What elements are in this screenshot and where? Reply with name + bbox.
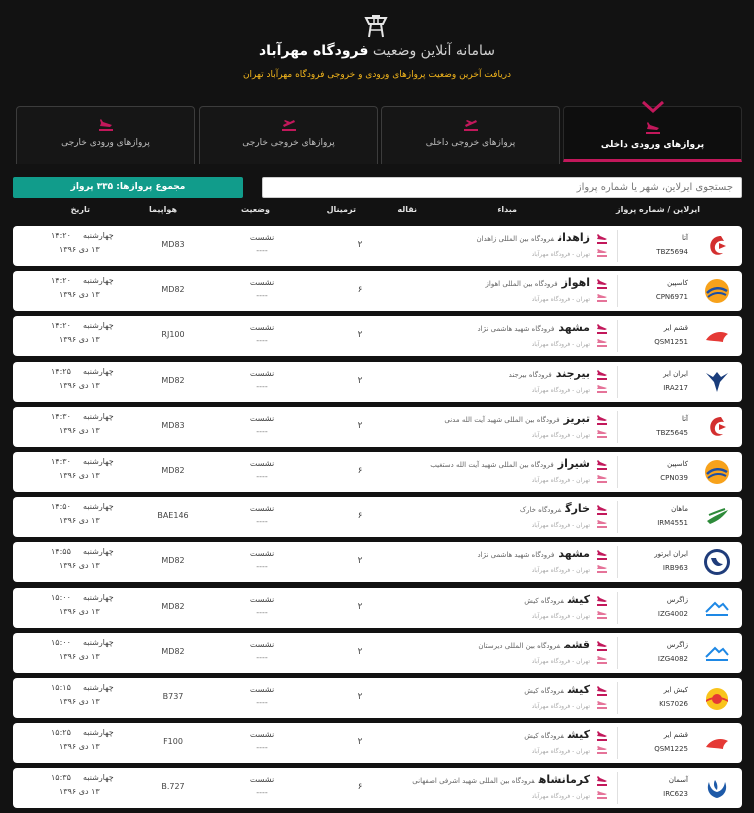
flight-time: ۱۴:۵۵	[51, 547, 71, 557]
flight-number: TBZ5645	[656, 428, 688, 437]
flight-number: IRA217	[663, 383, 688, 392]
arrival-plane-icon	[596, 415, 608, 425]
table-row[interactable]	[13, 497, 742, 537]
total-flights-badge: مجموع پروازها: ۳۳۵ پرواز	[13, 177, 243, 198]
terminal: ۶	[357, 285, 363, 296]
origin-city	[524, 728, 590, 741]
flight-number: IZG4082	[657, 654, 688, 663]
flight-day: چهارشنبه	[83, 637, 114, 647]
origin-airport: فرودگاه بین المللی شهید اشرفی اصفهانی	[412, 777, 535, 786]
flight-type-tabs	[16, 106, 742, 162]
tab-domestic-departures[interactable]	[381, 106, 560, 164]
flight-number: KIS7026	[659, 700, 688, 708]
origin-city	[478, 638, 590, 651]
column-header-date: تاریخ	[70, 205, 90, 214]
column-header-via: نقاله	[397, 205, 417, 214]
flight-number: IRB963	[662, 564, 688, 573]
flight-day: چهارشنبه	[83, 683, 114, 692]
terminal: ۲	[357, 375, 363, 386]
caspian-icon	[703, 277, 731, 305]
control-tower-icon	[362, 14, 390, 38]
aseman-icon	[703, 774, 731, 802]
airline-name: قشم ایر	[663, 324, 688, 333]
column-header-origin: مبداء	[497, 205, 517, 214]
flight-time: ۱۴:۳۰	[51, 411, 71, 421]
table-row[interactable]	[13, 362, 742, 402]
status-badge: نشست	[249, 233, 275, 242]
flight-date: ۱۳ دی ۱۳۹۶	[59, 742, 100, 752]
flight-time: ۱۵:۱۵	[51, 683, 71, 692]
iran-air-icon	[703, 368, 731, 396]
origin-city	[478, 321, 590, 334]
flight-time: ۱۴:۲۰	[51, 276, 71, 286]
divider	[617, 320, 618, 352]
origin-airport: فرودگاه کیش	[524, 732, 564, 741]
terminal: ۲	[357, 646, 363, 657]
origin-plane-icon	[596, 249, 608, 257]
search-input[interactable]	[262, 177, 742, 198]
status-badge: نشست	[249, 549, 275, 559]
iran-airtour-icon	[703, 548, 731, 576]
table-row[interactable]	[13, 271, 742, 311]
zagros-icon	[703, 639, 731, 667]
terminal: ۲	[357, 330, 363, 341]
arrival-plane-icon	[596, 776, 608, 786]
airline-name: ایران ایرتور	[654, 550, 688, 559]
origin-airport: فرودگاه بین المللی اهواز	[485, 280, 558, 289]
airline-name: کاسپین	[667, 460, 688, 468]
divider	[617, 456, 618, 488]
flight-number: IRM4551	[657, 519, 688, 528]
origin-city-name: کیش	[567, 683, 590, 696]
origin-city-name: بیرجند	[555, 366, 590, 380]
flight-number: CPN6971	[655, 293, 688, 302]
arrival-plane-icon	[596, 234, 608, 244]
origin-plane-icon	[596, 475, 608, 483]
aircraft-type: MD82	[161, 646, 185, 656]
tab-label: پروازهای ورودی داخلی	[600, 140, 705, 150]
departure-plane-icon	[463, 119, 479, 131]
status-note: ----	[256, 291, 268, 301]
airline-name: زاگرس	[666, 595, 688, 604]
chevron-down-icon	[640, 99, 666, 115]
table-row[interactable]	[13, 452, 742, 492]
table-row[interactable]	[13, 226, 742, 266]
aircraft-type: B.727	[161, 782, 185, 792]
status-badge: نشست	[249, 685, 275, 694]
origin-city	[524, 593, 590, 606]
origin-airport: فرودگاه کیش	[524, 596, 564, 605]
origin-plane-icon	[596, 656, 608, 664]
origin-city-name: کیش	[567, 728, 590, 742]
status-badge: نشست	[249, 730, 275, 740]
flight-day: چهارشنبه	[83, 276, 114, 286]
qeshm-air-icon	[703, 322, 731, 350]
page-header	[0, 0, 754, 100]
destination-airport: تهران - فرودگاه مهرآباد	[531, 341, 590, 349]
divider	[617, 592, 618, 624]
origin-airport: فرودگاه شهید هاشمی نژاد	[477, 551, 555, 560]
destination-airport: تهران - فرودگاه مهرآباد	[531, 703, 590, 710]
kish-air-icon	[703, 684, 731, 712]
column-header-terminal: ترمینال	[326, 205, 356, 214]
divider	[617, 411, 618, 443]
terminal: ۲	[357, 420, 363, 431]
aircraft-type: RJ100	[161, 330, 185, 340]
airline-name: زاگرس	[666, 640, 688, 649]
page-subtitle: دریافت آخرین وضعیت پروازهای ورودی و خروجی فرودگاه مهرآباد تهران	[242, 70, 512, 80]
ata-icon	[703, 232, 731, 260]
flight-day: چهارشنبه	[83, 592, 114, 602]
flight-day: چهارشنبه	[83, 547, 114, 557]
status-note: ----	[256, 607, 268, 617]
destination-airport: تهران - فرودگاه مهرآباد	[531, 657, 590, 665]
status-note: ----	[256, 698, 268, 707]
destination-airport: تهران - فرودگاه مهرآباد	[531, 386, 590, 394]
aircraft-type: BAE146	[157, 511, 189, 521]
flight-time: ۱۵:۳۵	[51, 773, 71, 783]
arrival-plane-icon	[596, 596, 608, 606]
table-row[interactable]	[13, 588, 742, 628]
aircraft-type: MD83	[161, 420, 185, 430]
airline-name: قشم ایر	[663, 731, 688, 740]
table-row[interactable]	[13, 542, 742, 582]
arrival-plane-icon	[596, 686, 608, 696]
flight-time: ۱۵:۰۰	[51, 592, 71, 602]
origin-airport: فرودگاه بین المللی شهید آیت الله مدنی	[444, 415, 560, 424]
aircraft-type: MD82	[161, 601, 185, 611]
zagros-icon	[703, 594, 731, 622]
origin-plane-icon	[596, 430, 608, 438]
destination-airport: تهران - فرودگاه مهرآباد	[531, 522, 590, 530]
arrival-plane-icon	[596, 460, 608, 470]
table-header	[0, 205, 754, 221]
origin-plane-icon	[596, 385, 608, 393]
flight-date: ۱۳ دی ۱۳۹۶	[59, 516, 100, 526]
arrival-plane-icon	[596, 641, 608, 651]
flight-day: چهارشنبه	[83, 457, 114, 466]
destination-airport: تهران - فرودگاه مهرآباد	[531, 296, 590, 304]
origin-plane-icon	[596, 611, 608, 619]
destination-airport: تهران - فرودگاه مهرآباد	[531, 612, 590, 620]
divider	[617, 275, 618, 307]
origin-airport: فرودگاه شهید هاشمی نژاد	[477, 325, 555, 334]
flight-date: ۱۳ دی ۱۳۹۶	[59, 561, 100, 571]
flight-day: چهارشنبه	[83, 502, 114, 512]
origin-city	[520, 502, 590, 515]
flight-number: TBZ5694	[656, 248, 688, 256]
origin-airport: فرودگاه بیرجند	[508, 370, 552, 379]
destination-airport: تهران - فرودگاه مهرآباد	[531, 431, 590, 439]
arrival-plane-icon	[596, 370, 608, 380]
origin-plane-icon	[596, 701, 608, 709]
origin-plane-icon	[596, 294, 608, 302]
aircraft-type: B737	[162, 692, 184, 701]
origin-city-name: شیراز	[557, 457, 590, 470]
flight-day: چهارشنبه	[83, 321, 114, 331]
flight-day: چهارشنبه	[83, 773, 114, 783]
airline-name: آتا	[681, 414, 688, 423]
status-note: ----	[256, 562, 268, 572]
divider	[617, 727, 618, 759]
airline-name: آتا	[681, 234, 688, 242]
flight-date: ۱۳ دی ۱۳۹۶	[59, 425, 100, 435]
table-row[interactable]	[13, 633, 742, 673]
flight-date: ۱۳ دی ۱۳۹۶	[59, 606, 100, 616]
aircraft-type: MD82	[161, 375, 185, 385]
origin-city-name: کرمانشاه	[538, 773, 590, 787]
destination-airport: تهران - فرودگاه مهرآباد	[531, 793, 590, 801]
column-header-airline: ایرلاین / شماره پرواز	[615, 205, 700, 214]
arrival-plane-icon	[596, 731, 608, 741]
terminal: ۶	[357, 466, 363, 476]
status-note: ----	[256, 426, 268, 436]
page-title	[0, 43, 754, 59]
origin-plane-icon	[596, 520, 608, 528]
tab-international-arrivals[interactable]	[16, 106, 195, 164]
arrival-plane-icon	[645, 122, 661, 134]
status-badge: نشست	[249, 323, 275, 333]
destination-airport: تهران - فرودگاه مهرآباد	[531, 477, 590, 484]
aircraft-type: MD82	[161, 466, 185, 475]
arrival-plane-icon	[596, 279, 608, 289]
terminal: ۲	[357, 601, 363, 612]
departure-plane-icon	[281, 119, 297, 131]
terminal: ۶	[357, 511, 363, 522]
status-note: ----	[256, 472, 268, 481]
flight-number: QSM1251	[654, 338, 688, 347]
origin-city	[477, 231, 590, 244]
flight-time: ۱۵:۲۵	[51, 728, 71, 738]
origin-plane-icon	[596, 746, 608, 754]
origin-plane-icon	[596, 339, 608, 347]
status-note: ----	[256, 788, 268, 798]
status-badge: نشست	[249, 459, 275, 468]
aircraft-type: F100	[163, 737, 183, 747]
airline-name: کیش ایر	[663, 686, 688, 694]
airline-name: ماهان	[671, 505, 688, 514]
divider	[617, 682, 618, 714]
aircraft-type: MD82	[161, 556, 185, 566]
tab-label: پروازهای خروجی خارجی	[242, 138, 335, 148]
origin-city	[509, 367, 590, 380]
status-note: ----	[256, 517, 268, 527]
divider	[617, 546, 618, 578]
tab-domestic-arrivals[interactable]	[563, 106, 742, 162]
origin-city	[430, 457, 590, 470]
tab-label: پروازهای خروجی داخلی	[425, 138, 516, 148]
terminal: ۲	[357, 737, 363, 748]
page-title-text: سامانه آنلاین وضعیت	[372, 43, 495, 59]
origin-city-name: مشهد	[558, 321, 590, 335]
origin-city-name: کیش	[567, 592, 590, 606]
origin-city	[486, 276, 590, 289]
table-row[interactable]	[13, 407, 742, 447]
flight-date: ۱۳ دی ۱۳۹۶	[59, 245, 100, 254]
origin-city-name: خارگ	[565, 502, 590, 516]
mahan-icon	[703, 503, 731, 531]
flight-time: ۱۴:۲۵	[51, 366, 71, 376]
origin-city	[478, 547, 590, 560]
arrival-plane-icon	[596, 505, 608, 515]
flight-time: ۱۴:۲۰	[51, 231, 71, 240]
origin-airport: فرودگاه خارک	[519, 506, 562, 515]
airline-name: کاسپین	[667, 279, 688, 288]
destination-airport: تهران - فرودگاه مهرآباد	[531, 251, 590, 258]
status-badge: نشست	[249, 639, 275, 649]
status-note: ----	[256, 381, 268, 391]
flight-day: چهارشنبه	[83, 231, 114, 240]
status-note: ----	[256, 336, 268, 346]
origin-city	[444, 412, 590, 425]
status-badge: نشست	[249, 368, 275, 378]
flight-date: ۱۳ دی ۱۳۹۶	[59, 697, 100, 706]
origin-city	[412, 773, 590, 786]
flight-number: QSM1225	[654, 745, 688, 754]
divider	[617, 366, 618, 398]
flight-number: IZG4002	[657, 609, 688, 618]
destination-airport: تهران - فرودگاه مهرآباد	[531, 748, 590, 756]
qeshm-air-icon	[703, 729, 731, 757]
airline-name: آسمان	[668, 776, 688, 785]
divider	[617, 501, 618, 533]
arrival-plane-icon	[596, 550, 608, 560]
origin-city-name: قشم	[564, 637, 590, 651]
flight-date: ۱۳ دی ۱۳۹۶	[59, 335, 100, 345]
table-row[interactable]	[13, 768, 742, 808]
page-title-highlight: فرودگاه مهرآباد	[258, 43, 369, 59]
origin-city-name: زاهدان	[558, 231, 590, 244]
status-badge: نشست	[249, 504, 275, 514]
origin-plane-icon	[596, 565, 608, 573]
destination-airport: تهران - فرودگاه مهرآباد	[531, 567, 590, 575]
status-badge: نشست	[249, 413, 275, 423]
flight-time: ۱۴:۲۰	[51, 321, 71, 331]
column-header-status: وضعیت	[241, 205, 270, 214]
flight-number: IRC623	[663, 790, 688, 799]
status-badge: نشست	[249, 278, 275, 288]
terminal: ۲	[357, 692, 363, 702]
airline-name: ایران ایر	[663, 369, 688, 378]
aircraft-type: MD82	[161, 285, 185, 295]
flight-day: چهارشنبه	[83, 411, 114, 421]
status-note: ----	[256, 652, 268, 662]
terminal: ۶	[357, 782, 363, 793]
origin-city-name: تبریز	[563, 411, 590, 425]
flight-date: ۱۳ دی ۱۳۹۶	[59, 787, 100, 797]
flight-day: چهارشنبه	[83, 728, 114, 738]
table-row[interactable]	[13, 723, 742, 763]
aircraft-type: MD83	[161, 240, 185, 249]
origin-airport: فرودگاه بین المللی دیرستان	[478, 641, 561, 650]
origin-plane-icon	[596, 791, 608, 799]
caspian-icon	[703, 458, 731, 486]
status-badge: نشست	[249, 775, 275, 785]
origin-city-name: مشهد	[558, 547, 590, 561]
origin-city-name: اهواز	[561, 276, 590, 290]
origin-city	[524, 683, 590, 696]
status-note: ----	[256, 246, 268, 255]
tab-label: پروازهای ورودی خارجی	[61, 138, 150, 148]
status-note: ----	[256, 743, 268, 753]
ata-icon	[703, 413, 731, 441]
flight-day: چهارشنبه	[83, 366, 114, 376]
flight-time: ۱۴:۳۰	[51, 457, 71, 466]
origin-airport: فرودگاه کیش	[524, 687, 564, 695]
flight-time: ۱۴:۵۰	[51, 502, 71, 512]
table-row[interactable]	[13, 316, 742, 356]
flight-date: ۱۳ دی ۱۳۹۶	[59, 290, 100, 300]
origin-airport: فرودگاه بین المللی شهید آیت الله دستغیب	[430, 461, 554, 469]
status-badge: نشست	[249, 594, 275, 604]
divider	[617, 637, 618, 669]
terminal: ۲	[357, 240, 363, 250]
flight-date: ۱۳ دی ۱۳۹۶	[59, 380, 100, 390]
column-header-aircraft: هواپیما	[149, 205, 177, 214]
table-row[interactable]	[13, 678, 742, 718]
flight-time: ۱۵:۰۰	[51, 637, 71, 647]
terminal: ۲	[357, 556, 363, 567]
divider	[617, 230, 618, 262]
arrival-plane-icon	[98, 119, 114, 131]
tab-international-departures[interactable]	[199, 106, 378, 164]
flight-number: CPN039	[660, 474, 688, 482]
origin-airport: فرودگاه بین المللی زاهدان	[476, 235, 554, 243]
divider	[617, 772, 618, 804]
flight-date: ۱۳ دی ۱۳۹۶	[59, 651, 100, 661]
arrival-plane-icon	[596, 324, 608, 334]
flight-date: ۱۳ دی ۱۳۹۶	[59, 471, 100, 480]
